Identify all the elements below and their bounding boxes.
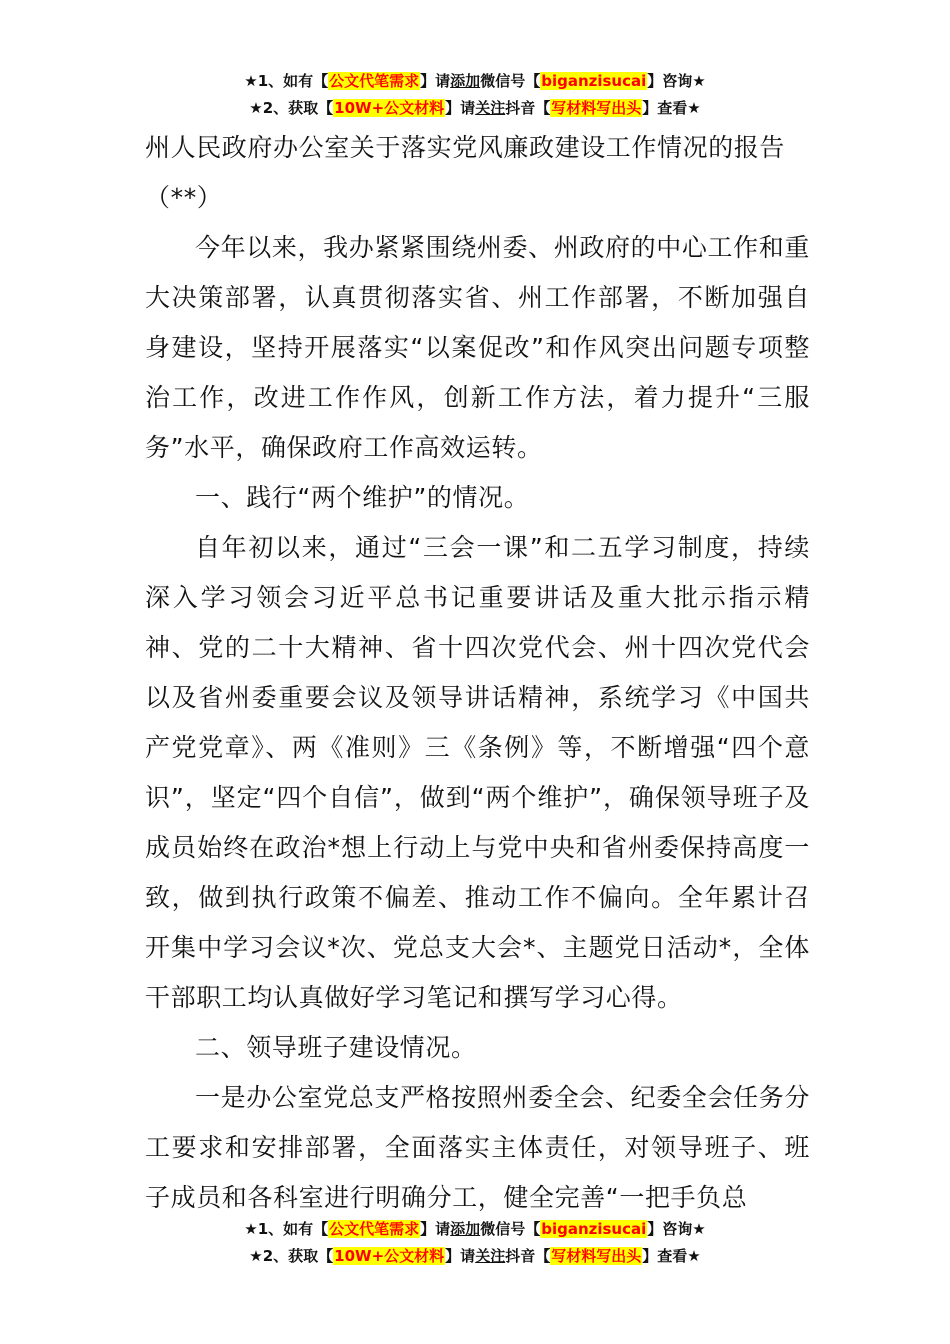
promo-text: 】查看 <box>642 1247 688 1265</box>
star-icon: ★ <box>244 1220 258 1238</box>
promo-text: 】请 <box>445 1247 476 1265</box>
promo-highlight: 公文代笔需求 <box>329 1220 420 1238</box>
promo-text: 】请 <box>420 72 451 90</box>
promo-underline: 关注 <box>475 99 506 117</box>
section-heading-2: 二、领导班子建设情况。 <box>195 1033 477 1062</box>
star-icon: ★ <box>249 99 263 117</box>
promo-text: 】咨询 <box>647 1220 693 1238</box>
promo-line-1 <box>0 68 950 95</box>
promo-text: 】查看 <box>642 99 688 117</box>
promo-douyin-id: 写材料写出头 <box>551 99 642 117</box>
promo-line-2 <box>0 95 950 122</box>
promo-line-2 <box>0 1243 950 1270</box>
promo-text: 2、获取【 <box>262 1247 334 1265</box>
promo-highlight: 公文代笔需求 <box>329 72 420 90</box>
promo-text: 微信号【 <box>480 72 541 90</box>
promo-douyin-id: 写材料写出头 <box>551 1247 642 1265</box>
star-icon: ★ <box>249 1247 263 1265</box>
promo-text: 1、如有【 <box>257 1220 329 1238</box>
document-body <box>145 123 810 1223</box>
promo-line-1 <box>0 1216 950 1243</box>
promo-text: 抖音【 <box>505 1247 551 1265</box>
document-title: 州人民政府办公室关于落实党风廉政建设工作情况的报告 <box>145 133 786 162</box>
star-icon: ★ <box>692 1220 706 1238</box>
paragraph-intro: 今年以来，我办紧紧围绕州委、州政府的中心工作和重大决策部署，认真贯彻落实省、州工作部署，不断加强自身建设，坚持开展落实“以案促改”和作风突出问题专项整治工作，改进工作作风，创新工作方法，着力提升“三服务”水平，确保政府工作高效运转。 <box>145 233 810 462</box>
promo-highlight: 10W+公文材料 <box>334 99 445 117</box>
footer-promo-banner <box>0 1216 950 1270</box>
promo-text: 】请 <box>445 99 476 117</box>
promo-wechat-id: biganzisucai <box>541 72 647 90</box>
paragraph-section-1: 自年初以来，通过“三会一课”和二五学习制度，持续深入学习领会习近平总书记重要讲话及重大批示指示精神、党的二十大精神、省十四次党代会、州十四次党代会以及省州委重要会议及领导讲话精神，系统学习《中国共产党党章》、两《准则》三《条例》等，不断增强“四个意识”，坚定“四个自信”，做到“两个维护”，确保领导班子及成员始终在政治*想上行动上与党中央和省州委保持高度一致，做到执行政策不偏差、推动工作不偏向。全年累计召开集中学习会议*次、党总支大会*、主题党日活动*，全体干部职工均认真做好学习笔记和撰写学习心得。 <box>145 533 810 1012</box>
document-subtitle: （**） <box>145 183 223 212</box>
promo-highlight: 10W+公文材料 <box>334 1247 445 1265</box>
star-icon: ★ <box>687 99 701 117</box>
star-icon: ★ <box>687 1247 701 1265</box>
promo-text: 抖音【 <box>505 99 551 117</box>
promo-text: 2、获取【 <box>262 99 334 117</box>
promo-underline: 添加 <box>450 1220 481 1238</box>
promo-wechat-id: biganzisucai <box>541 1220 647 1238</box>
star-icon: ★ <box>692 72 706 90</box>
promo-underline: 关注 <box>475 1247 506 1265</box>
paragraph-section-2: 一是办公室党总支严格按照州委全会、纪委全会任务分工要求和安排部署，全面落实主体责任，对领导班子、班子成员和各科室进行明确分工，健全完善“一把手负总 <box>145 1083 810 1212</box>
promo-text: 】咨询 <box>647 72 693 90</box>
promo-text: 微信号【 <box>480 1220 541 1238</box>
promo-text: 1、如有【 <box>257 72 329 90</box>
star-icon: ★ <box>244 72 258 90</box>
section-heading-1: 一、践行“两个维护”的情况。 <box>195 483 530 512</box>
promo-underline: 添加 <box>450 72 481 90</box>
header-promo-banner <box>0 68 950 122</box>
promo-text: 】请 <box>420 1220 451 1238</box>
